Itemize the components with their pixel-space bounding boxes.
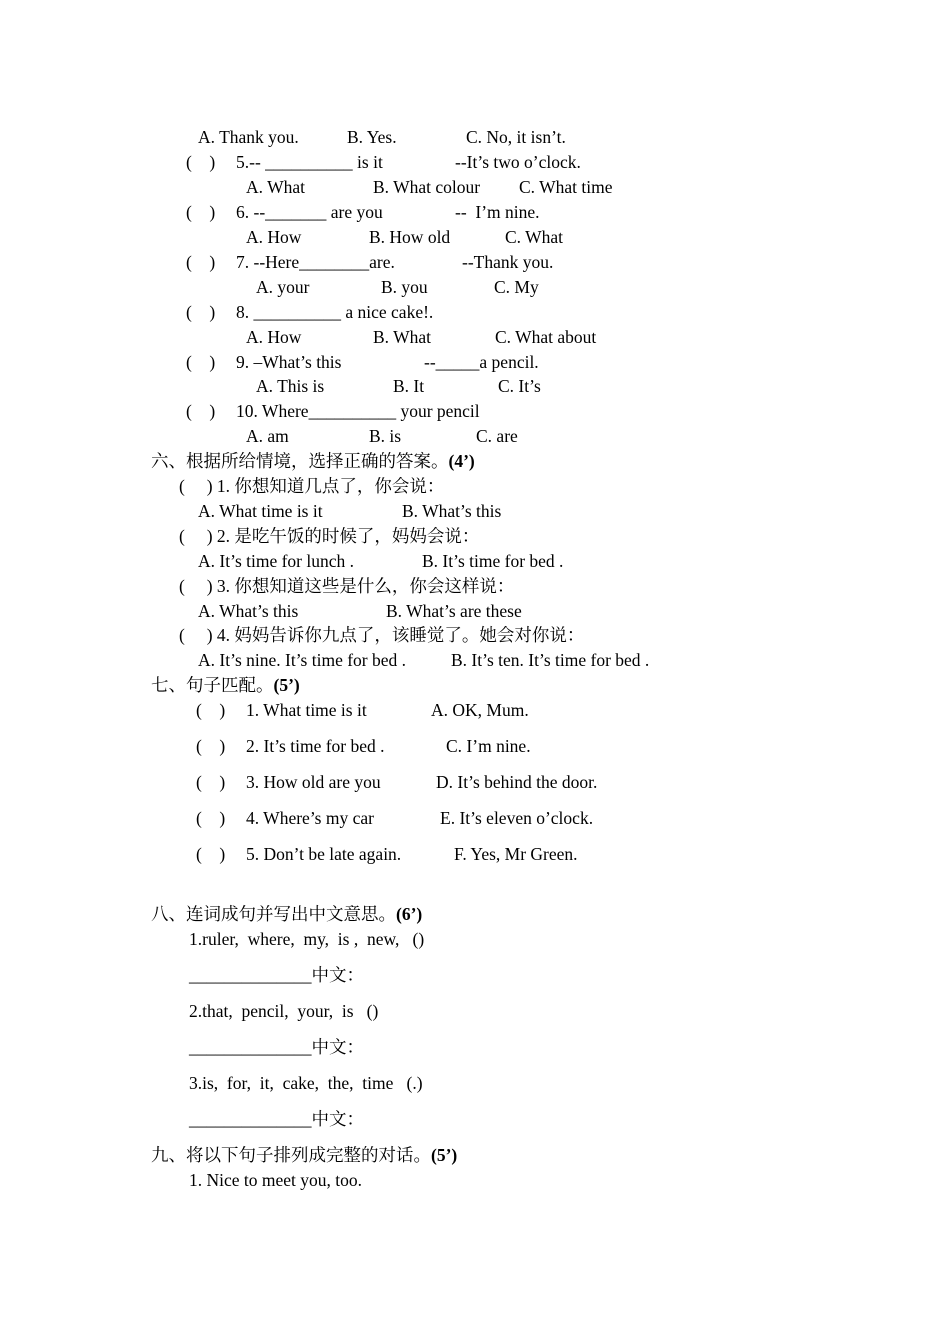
q9-option-c: C. It’s (498, 376, 541, 396)
q5-bracket[interactable]: ( ) (186, 152, 216, 172)
q8-stem: 8. __________ a nice cake!. (236, 302, 434, 322)
s6-q1-option-b: B. What’s this (402, 501, 502, 521)
s7-row1-left: 1. What time is it (246, 700, 367, 720)
section8-heading: 八、连词成句并写出中文意思。(6’) (151, 904, 423, 924)
s6-q2-option-b: B. It’s time for bed . (422, 551, 564, 571)
q8-bracket[interactable]: ( ) (186, 302, 216, 322)
q8-option-b: B. What (373, 327, 432, 347)
s8-item1-words: 1.ruler, where, my, is , new, () (189, 929, 425, 949)
q7-stem: 7. --Here________are. (236, 252, 395, 272)
q10-option-c: C. are (476, 426, 518, 446)
q6-option-a: A. How (246, 227, 302, 247)
section6-heading: 六、根据所给情境，选择正确的答案。(4’) (151, 451, 475, 471)
q5-reply: --It’s two o’clock. (455, 152, 581, 172)
q4-option-b: B. Yes. (347, 127, 397, 147)
q7-option-b: B. you (381, 277, 428, 297)
s7-row2-right: C. I’m nine. (446, 736, 531, 756)
q10-bracket[interactable]: ( ) (186, 401, 216, 421)
s9-item1: 1. Nice to meet you, too. (189, 1170, 363, 1190)
q4-option-c: C. No, it isn’t. (466, 127, 566, 147)
s7-row4-left: 4. Where’s my car (246, 808, 374, 828)
s7-row2-left: 2. It’s time for bed . (246, 736, 385, 756)
s7-row1-right: A. OK, Mum. (431, 700, 529, 720)
q6-bracket[interactable]: ( ) (186, 202, 216, 222)
s7-row3-right: D. It’s behind the door. (436, 772, 598, 792)
q6-option-c: C. What (505, 227, 564, 247)
q5-stem: 5.-- __________ is it (236, 152, 383, 172)
s8-item3-answer-line[interactable]: ______________中文： (189, 1109, 364, 1129)
s6-q4-option-a: A. It’s nine. It’s time for bed . (198, 650, 407, 670)
q5-option-b: B. What colour (373, 177, 481, 197)
s6-q1-option-a: A. What time is it (198, 501, 323, 521)
q6-reply: -- I’m nine. (455, 202, 540, 222)
s6-q4-stem: ( ) 4. 妈妈告诉你九点了，该睡觉了。她会对你说： (179, 625, 585, 645)
q5-option-c: C. What time (519, 177, 613, 197)
s7-row2-bracket[interactable]: ( ) (196, 736, 226, 756)
s6-q2-stem: ( ) 2. 是吃午饭的时候了，妈妈会说： (179, 526, 480, 546)
q7-option-a: A. your (256, 277, 310, 297)
q9-bracket[interactable]: ( ) (186, 352, 216, 372)
q4-option-a: A. Thank you. (198, 127, 299, 147)
s7-row5-right: F. Yes, Mr Green. (454, 844, 578, 864)
q7-reply: --Thank you. (462, 252, 554, 272)
s6-q2-option-a: A. It’s time for lunch . (198, 551, 355, 571)
s6-q3-option-a: A. What’s this (198, 601, 299, 621)
s8-item1-answer-line[interactable]: ______________中文： (189, 965, 364, 985)
q7-bracket[interactable]: ( ) (186, 252, 216, 272)
s7-row3-bracket[interactable]: ( ) (196, 772, 226, 792)
s8-item2-words: 2.that, pencil, your, is () (189, 1001, 379, 1021)
s6-q4-option-b: B. It’s ten. It’s time for bed . (451, 650, 650, 670)
q6-stem: 6. --_______ are you (236, 202, 383, 222)
q8-option-a: A. How (246, 327, 302, 347)
q6-option-b: B. How old (369, 227, 451, 247)
s8-item3-words: 3.is, for, it, cake, the, time (.) (189, 1073, 423, 1093)
q7-option-c: C. My (494, 277, 539, 297)
q9-option-b: B. It (393, 376, 425, 396)
q5-option-a: A. What (246, 177, 305, 197)
s6-q1-stem: ( ) 1. 你想知道几点了，你会说： (179, 476, 445, 496)
s7-row4-bracket[interactable]: ( ) (196, 808, 226, 828)
s6-q3-stem: ( ) 3. 你想知道这些是什么，你会这样说： (179, 576, 515, 596)
s7-row5-left: 5. Don’t be late again. (246, 844, 402, 864)
q10-option-a: A. am (246, 426, 289, 446)
section7-heading: 七、句子匹配。(5’) (151, 675, 300, 695)
s7-row4-right: E. It’s eleven o’clock. (440, 808, 594, 828)
s7-row5-bracket[interactable]: ( ) (196, 844, 226, 864)
q10-stem: 10. Where__________ your pencil (236, 401, 480, 421)
q8-option-c: C. What about (495, 327, 597, 347)
s7-row1-bracket[interactable]: ( ) (196, 700, 226, 720)
s8-item2-answer-line[interactable]: ______________中文： (189, 1037, 364, 1057)
section9-heading: 九、将以下句子排列成完整的对话。(5’) (151, 1145, 458, 1165)
s7-row3-left: 3. How old are you (246, 772, 381, 792)
q9-option-a: A. This is (256, 376, 325, 396)
q9-reply: --_____a pencil. (424, 352, 539, 372)
q9-stem: 9. –What’s this (236, 352, 342, 372)
q10-option-b: B. is (369, 426, 402, 446)
s6-q3-option-b: B. What’s are these (386, 601, 522, 621)
